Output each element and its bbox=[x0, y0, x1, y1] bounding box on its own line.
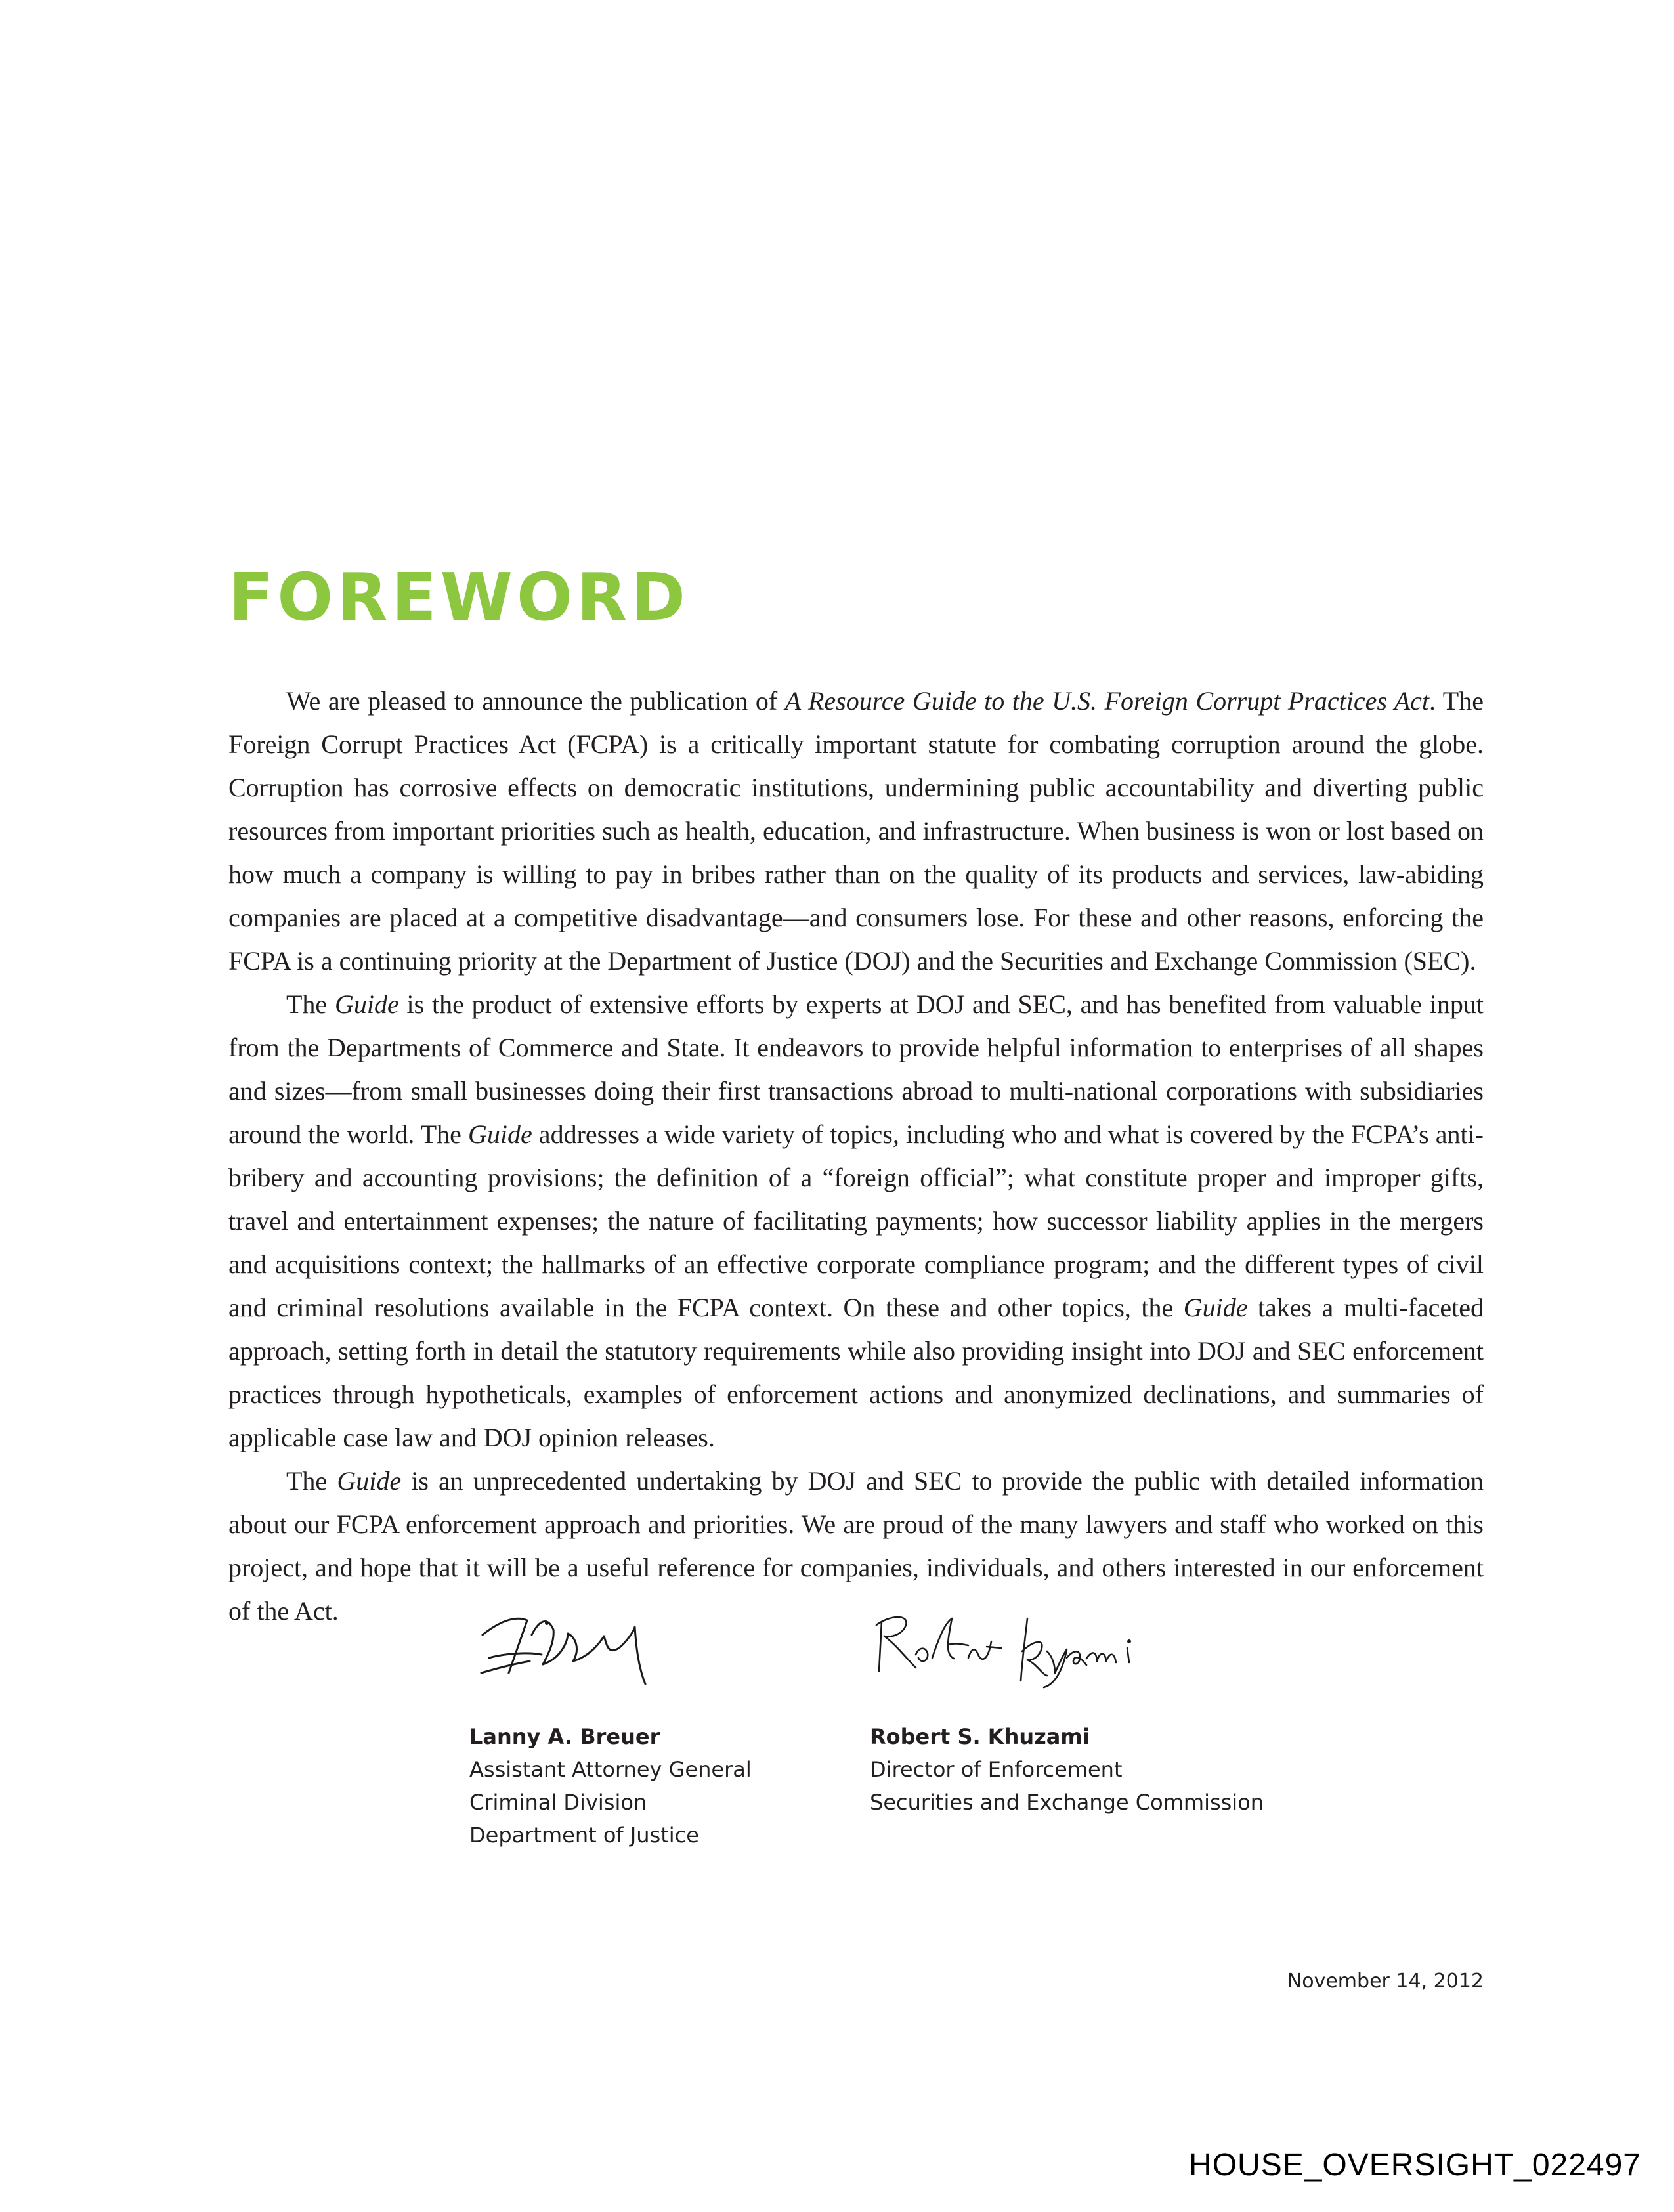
signer-name: Robert S. Khuzami bbox=[870, 1724, 1090, 1749]
paragraph-3-run-3: is an unprecedented undertaking by DOJ and SEC to provide the public with detailed information about our FCPA enforcement approach and priorities. We are proud of the many lawyers and staff who worked on this project, and hope that it will be a useful reference for companies, individuals, and others interested in our enforcement of the Act. bbox=[228, 1466, 1484, 1626]
signer-agency: Securities and Exchange Commission bbox=[870, 1790, 1264, 1815]
signer-name: Lanny A. Breuer bbox=[469, 1724, 660, 1749]
signer-agency: Department of Justice bbox=[469, 1823, 699, 1848]
paragraph-1 bbox=[228, 680, 1484, 983]
paragraph-2-run-1: The bbox=[286, 989, 335, 1019]
signer-title: Assistant Attorney General bbox=[469, 1757, 752, 1782]
paragraph-2 bbox=[228, 983, 1484, 1460]
guide-term: Guide bbox=[467, 1119, 532, 1149]
signer-title: Director of Enforcement bbox=[870, 1757, 1123, 1782]
paragraph-1-run-3: . The Foreign Corrupt Practices Act (FCPA) is a critically important statute for combating corruption around the globe. Corruption has corrosive effects on democratic institutions, undermining public accountability and diverting public resources from important priorities such as health, education, and infrastructure. When business is won or lost based on how much a company is willing to pay in bribes rather than on the quality of its products and services, law-abiding companies are placed at a competitive disadvantage—and consumers lose. For these and other reasons, enforcing the FCPA is a continuing priority at the Department of Justice (DOJ) and the Securities and Exchange Commission (SEC). bbox=[228, 686, 1484, 976]
bates-number: HOUSE_OVERSIGHT_022497 bbox=[1189, 2148, 1641, 2182]
foreword-body bbox=[228, 680, 1484, 1633]
paragraph-2-run-3: is the product of extensive efforts by experts at DOJ and SEC, and has benefited from valuable input from the Departments of Commerce and State. It endeavors to provide helpful information to enterprises of all shapes and sizes—from small businesses doing their first transactions abroad to multi-national corporations with subsidiaries around the world. The bbox=[228, 989, 1484, 1149]
paragraph-2-run-5: addresses a wide variety of topics, including who and what is covered by the FCPA’s anti-bribery and accounting provisions; the definition of a “foreign official”; what constitute proper and improper gifts, travel and entertainment expenses; the nature of facilitating payments; how successor liability applies in the mergers and acquisitions context; the hallmarks of an effective corporate compliance program; and the different types of civil and criminal resolutions available in the FCPA context. On these and other topics, the bbox=[228, 1119, 1484, 1322]
handwritten-signature-icon bbox=[870, 1595, 1146, 1694]
paragraph-1-run-1: We are pleased to announce the publication of bbox=[286, 686, 785, 716]
guide-term: Guide bbox=[337, 1466, 402, 1496]
date: November 14, 2012 bbox=[1287, 1970, 1484, 1993]
signer-division: Criminal Division bbox=[469, 1790, 647, 1815]
page-title: FOREWORD bbox=[228, 559, 689, 636]
signature-block-breuer bbox=[469, 1595, 929, 1852]
guide-term: Guide bbox=[1183, 1293, 1248, 1322]
signature-block-khuzami bbox=[870, 1595, 1329, 1819]
paragraph-3-run-1: The bbox=[286, 1466, 337, 1496]
guide-term: Guide bbox=[334, 989, 399, 1019]
publication-title: A Resource Guide to the U.S. Foreign Corrupt Practices Act bbox=[784, 686, 1429, 716]
handwritten-signature-icon bbox=[469, 1595, 666, 1694]
paragraph-2-run-7: takes a multi-faceted approach, setting forth in detail the statutory requirements while also providing insight into DOJ and SEC enforcement practices through hypotheticals, examples of enforcement actions and anonymized declinations, and summaries of applicable case law and DOJ opinion releases. bbox=[228, 1293, 1484, 1452]
